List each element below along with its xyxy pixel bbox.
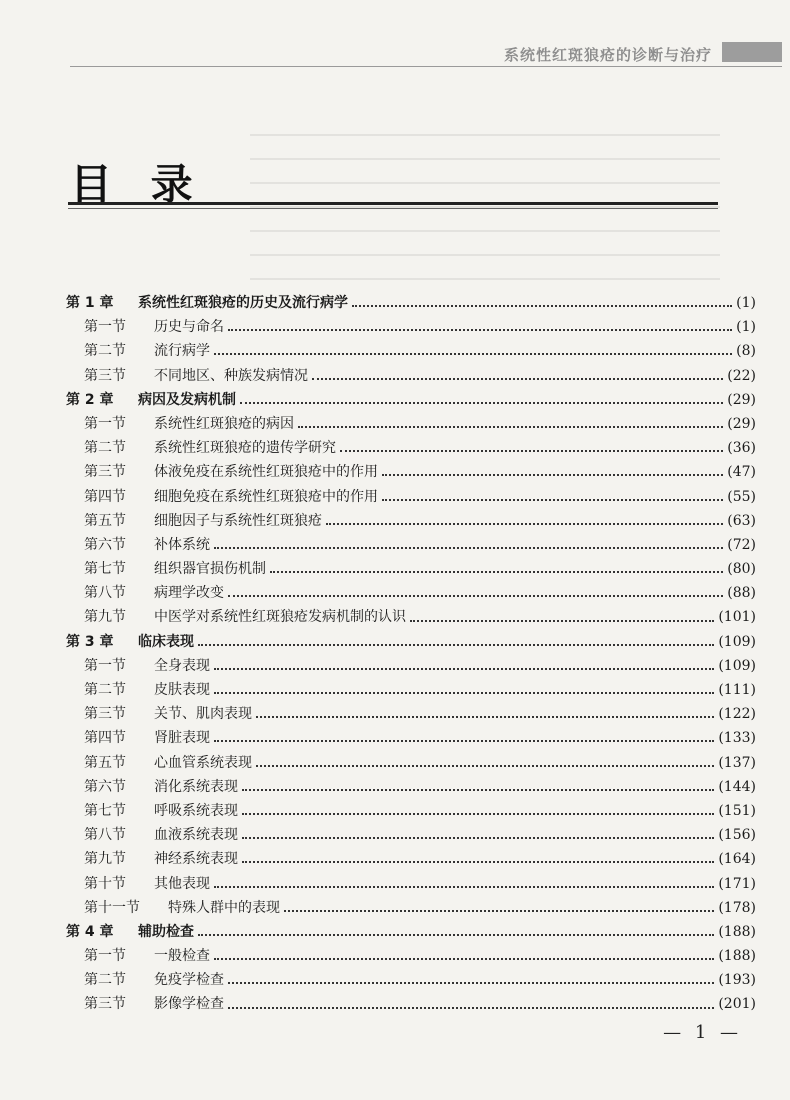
toc-entry-number: 第一节	[84, 948, 126, 965]
toc-entry-title: 系统性红斑狼疮的病因	[154, 415, 294, 432]
toc-section-entry[interactable]	[66, 727, 756, 751]
dot-leader	[214, 353, 732, 355]
toc-entry-page: (36)	[727, 440, 756, 457]
toc-entry-title: 皮肤表现	[154, 682, 210, 698]
toc-entry-title: 辅助检查	[138, 923, 194, 940]
toc-entry-title: 关节、肌肉表现	[154, 706, 252, 723]
toc-entry-number: 第一节	[84, 415, 126, 432]
running-head-text: 系统性红斑狼疮的诊断与治疗	[503, 46, 712, 64]
toc-entry-number: 第六节	[84, 778, 126, 795]
toc-entry-number: 第七节	[84, 561, 126, 578]
toc-section-entry[interactable]	[66, 606, 756, 630]
toc-entry-title: 病因及发病机制	[138, 391, 236, 408]
toc-entry-page: (8)	[736, 343, 756, 360]
toc-entry-title: 系统性红斑狼疮的遗传学研究	[154, 440, 336, 457]
toc-entry-page: (1)	[736, 319, 756, 336]
toc-entry-title: 一般检查	[154, 948, 210, 965]
toc-entry-title: 免疫学检查	[154, 972, 224, 989]
dot-leader	[228, 595, 723, 597]
toc-entry-page: (164)	[718, 851, 756, 868]
toc-entry-number: 第二节	[84, 972, 126, 989]
toc-section-entry[interactable]	[66, 752, 756, 776]
dot-leader	[228, 1007, 714, 1009]
toc-entry-number: 第三节	[84, 367, 126, 384]
dot-leader	[214, 958, 714, 960]
toc-entry-number: 第三节	[84, 464, 126, 481]
dot-leader	[242, 789, 714, 791]
toc-entry-number: 第四节	[84, 730, 126, 747]
toc-chapter-entry[interactable]	[66, 631, 756, 655]
toc-entry-title: 系统性红斑狼疮的历史及流行病学	[138, 295, 348, 311]
toc-entry-number: 第七节	[84, 802, 126, 819]
toc-chapter-entry[interactable]	[66, 921, 756, 945]
toc-section-entry[interactable]	[66, 800, 756, 824]
toc-entry-page: (171)	[718, 875, 756, 892]
dot-leader	[214, 886, 714, 888]
toc-entry-page: (101)	[718, 609, 756, 626]
toc-entry-title: 流行病学	[154, 343, 210, 360]
title-rule	[68, 202, 718, 205]
toc-entry-page: (80)	[727, 561, 756, 578]
toc-entry-page: (109)	[718, 633, 756, 650]
toc-section-entry[interactable]	[66, 316, 756, 340]
toc-entry-page: (188)	[718, 948, 756, 965]
toc-entry-number: 第十一节	[84, 899, 140, 916]
toc-entry-number: 第二节	[84, 682, 126, 698]
toc-entry-title: 特殊人群中的表现	[168, 899, 280, 916]
toc-entry-page: (111)	[718, 682, 756, 698]
toc-entry-page: (137)	[718, 754, 756, 771]
toc-entry-page: (109)	[718, 657, 756, 674]
toc-entry-title: 历史与命名	[154, 319, 224, 336]
toc-section-entry[interactable]	[66, 365, 756, 389]
toc-section-entry[interactable]	[66, 437, 756, 461]
toc-entry-title: 心血管系统表现	[154, 754, 252, 771]
toc-entry-title: 呼吸系统表现	[154, 802, 238, 819]
dot-leader	[256, 765, 714, 767]
dot-leader	[242, 837, 714, 839]
toc-section-entry[interactable]	[66, 510, 756, 534]
page-title: 目 录	[70, 160, 205, 209]
dot-leader	[198, 644, 714, 646]
toc-section-entry[interactable]	[66, 558, 756, 582]
toc-section-entry[interactable]	[66, 824, 756, 848]
toc-entry-page: (88)	[727, 585, 756, 602]
running-head-mark	[722, 42, 782, 62]
dot-leader	[228, 329, 732, 331]
toc-entry-page: (122)	[718, 706, 756, 723]
toc-entry-title: 不同地区、种族发病情况	[154, 367, 308, 384]
toc-section-entry[interactable]	[66, 413, 756, 437]
toc-entry-number: 第 3 章	[66, 633, 114, 650]
toc-section-entry[interactable]	[66, 486, 756, 510]
running-head	[70, 38, 782, 67]
toc-entry-number: 第 2 章	[66, 391, 114, 408]
toc-section-entry[interactable]	[66, 945, 756, 969]
toc-entry-number: 第三节	[84, 706, 126, 723]
dot-leader	[228, 982, 714, 984]
toc-section-entry[interactable]	[66, 655, 756, 679]
dot-leader	[410, 620, 714, 622]
toc-entry-page: (201)	[718, 996, 756, 1013]
toc-entry-number: 第九节	[84, 851, 126, 868]
dot-leader	[214, 547, 723, 549]
toc-entry-page: (133)	[718, 730, 756, 747]
dot-leader	[240, 402, 723, 404]
toc-entry-page: (22)	[727, 367, 756, 384]
dot-leader	[298, 426, 723, 428]
toc-entry-page: (47)	[727, 464, 756, 481]
toc-section-entry[interactable]	[66, 679, 756, 703]
toc-section-entry[interactable]	[66, 703, 756, 727]
toc-entry-title: 细胞免疫在系统性红斑狼疮中的作用	[154, 488, 378, 505]
dot-leader	[214, 668, 714, 670]
toc-chapter-entry[interactable]	[66, 389, 756, 413]
dot-leader	[256, 716, 714, 718]
table-of-contents	[66, 292, 756, 1018]
toc-section-entry[interactable]	[66, 969, 756, 993]
toc-section-entry[interactable]	[66, 873, 756, 897]
toc-entry-number: 第一节	[84, 657, 126, 674]
toc-section-entry[interactable]	[66, 534, 756, 558]
toc-entry-number: 第一节	[84, 319, 126, 336]
toc-entry-number: 第五节	[84, 754, 126, 771]
toc-section-entry[interactable]	[66, 848, 756, 872]
toc-entry-title: 全身表现	[154, 657, 210, 674]
toc-entry-title: 影像学检查	[154, 996, 224, 1013]
bleed-through-texture	[250, 130, 720, 280]
dot-leader	[214, 692, 714, 694]
toc-entry-number: 第六节	[84, 536, 126, 553]
toc-entry-title: 体液免疫在系统性红斑狼疮中的作用	[154, 464, 378, 481]
toc-section-entry[interactable]	[66, 582, 756, 606]
toc-entry-title: 消化系统表现	[154, 778, 238, 795]
dot-leader	[270, 571, 723, 573]
dot-leader	[326, 523, 723, 525]
dot-leader	[340, 450, 723, 452]
toc-entry-title: 中医学对系统性红斑狼疮发病机制的认识	[154, 609, 406, 626]
toc-section-entry[interactable]	[66, 897, 756, 921]
dot-leader	[382, 474, 723, 476]
toc-chapter-entry[interactable]	[66, 292, 756, 316]
toc-entry-page: (29)	[727, 415, 756, 432]
toc-entry-number: 第五节	[84, 512, 126, 529]
toc-entry-number: 第十节	[84, 875, 126, 892]
dot-leader	[284, 910, 714, 912]
toc-entry-page: (1)	[736, 295, 756, 311]
toc-entry-number: 第二节	[84, 440, 126, 457]
toc-section-entry[interactable]	[66, 340, 756, 364]
toc-entry-page: (63)	[727, 512, 756, 529]
dot-leader	[214, 740, 714, 742]
title-rule-thin	[68, 208, 718, 209]
toc-entry-page: (72)	[727, 536, 756, 553]
toc-entry-title: 临床表现	[138, 633, 194, 650]
toc-entry-page: (188)	[718, 923, 756, 940]
dot-leader	[312, 378, 723, 380]
toc-entry-title: 病理学改变	[154, 585, 224, 602]
toc-entry-number: 第四节	[84, 488, 126, 505]
toc-entry-title: 组织器官损伤机制	[154, 561, 266, 578]
toc-entry-title: 细胞因子与系统性红斑狼疮	[154, 512, 322, 529]
toc-entry-number: 第八节	[84, 585, 126, 602]
page-number: — 1 —	[663, 1022, 742, 1043]
dot-leader	[242, 813, 714, 815]
dot-leader	[382, 499, 723, 501]
toc-section-entry[interactable]	[66, 776, 756, 800]
toc-entry-title: 血液系统表现	[154, 827, 238, 844]
toc-section-entry[interactable]	[66, 461, 756, 485]
toc-entry-page: (193)	[718, 972, 756, 989]
toc-entry-page: (151)	[718, 802, 756, 819]
dot-leader	[352, 305, 732, 307]
dot-leader	[242, 861, 714, 863]
toc-entry-page: (29)	[727, 391, 756, 408]
toc-entry-page: (156)	[718, 827, 756, 844]
toc-entry-title: 肾脏表现	[154, 730, 210, 747]
toc-section-entry[interactable]	[66, 993, 756, 1017]
toc-entry-page: (144)	[718, 778, 756, 795]
toc-entry-number: 第三节	[84, 996, 126, 1013]
toc-entry-number: 第八节	[84, 827, 126, 844]
toc-entry-number: 第 1 章	[66, 295, 114, 311]
toc-entry-number: 第 4 章	[66, 923, 114, 940]
toc-entry-title: 神经系统表现	[154, 851, 238, 868]
toc-entry-title: 其他表现	[154, 875, 210, 892]
toc-entry-page: (178)	[718, 899, 756, 916]
dot-leader	[198, 934, 714, 936]
toc-entry-title: 补体系统	[154, 536, 210, 553]
toc-entry-page: (55)	[727, 488, 756, 505]
toc-entry-number: 第二节	[84, 343, 126, 360]
toc-entry-number: 第九节	[84, 609, 126, 626]
